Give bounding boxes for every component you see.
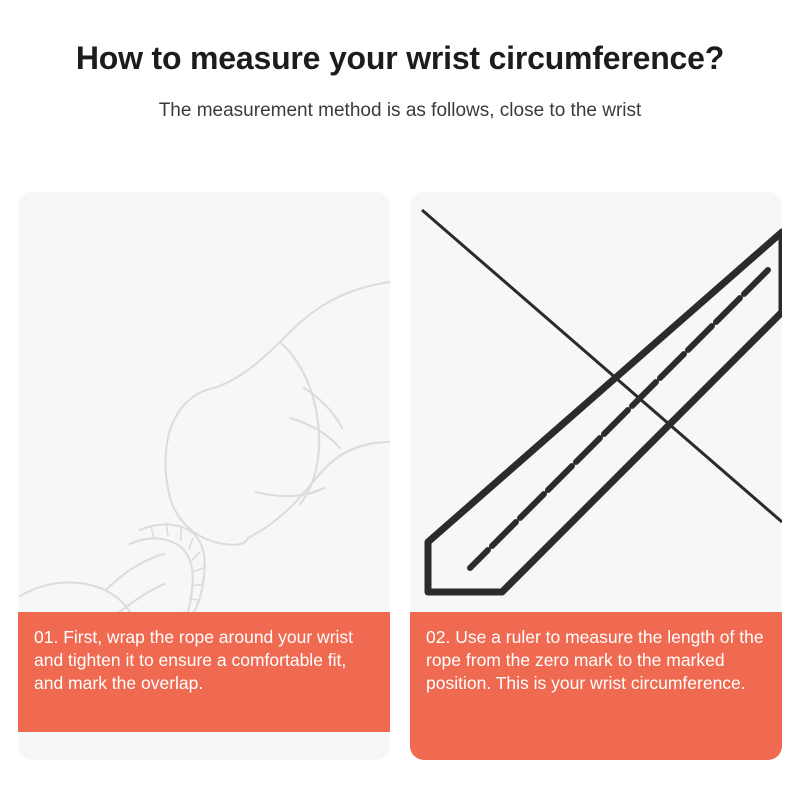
hand-wrapping-tape-around-wrist-illustration (18, 192, 390, 612)
page-subtitle: The measurement method is as follows, close to the wrist (158, 100, 642, 121)
step-card-02 (410, 192, 782, 760)
page-title: How to measure your wrist circumference? (75, 40, 725, 76)
ruler-measuring-illustration (410, 192, 782, 612)
step-caption-01: 01. First, wrap the rope around your wrist and tighten it to ensure a comfortable fit, and mark the overlap. (18, 612, 390, 732)
step-caption-02: 02. Use a ruler to measure the length of the rope from the zero mark to the marked position. This is your wrist circumference. (410, 612, 782, 760)
steps-container (18, 192, 782, 760)
step-card-01 (18, 192, 390, 760)
